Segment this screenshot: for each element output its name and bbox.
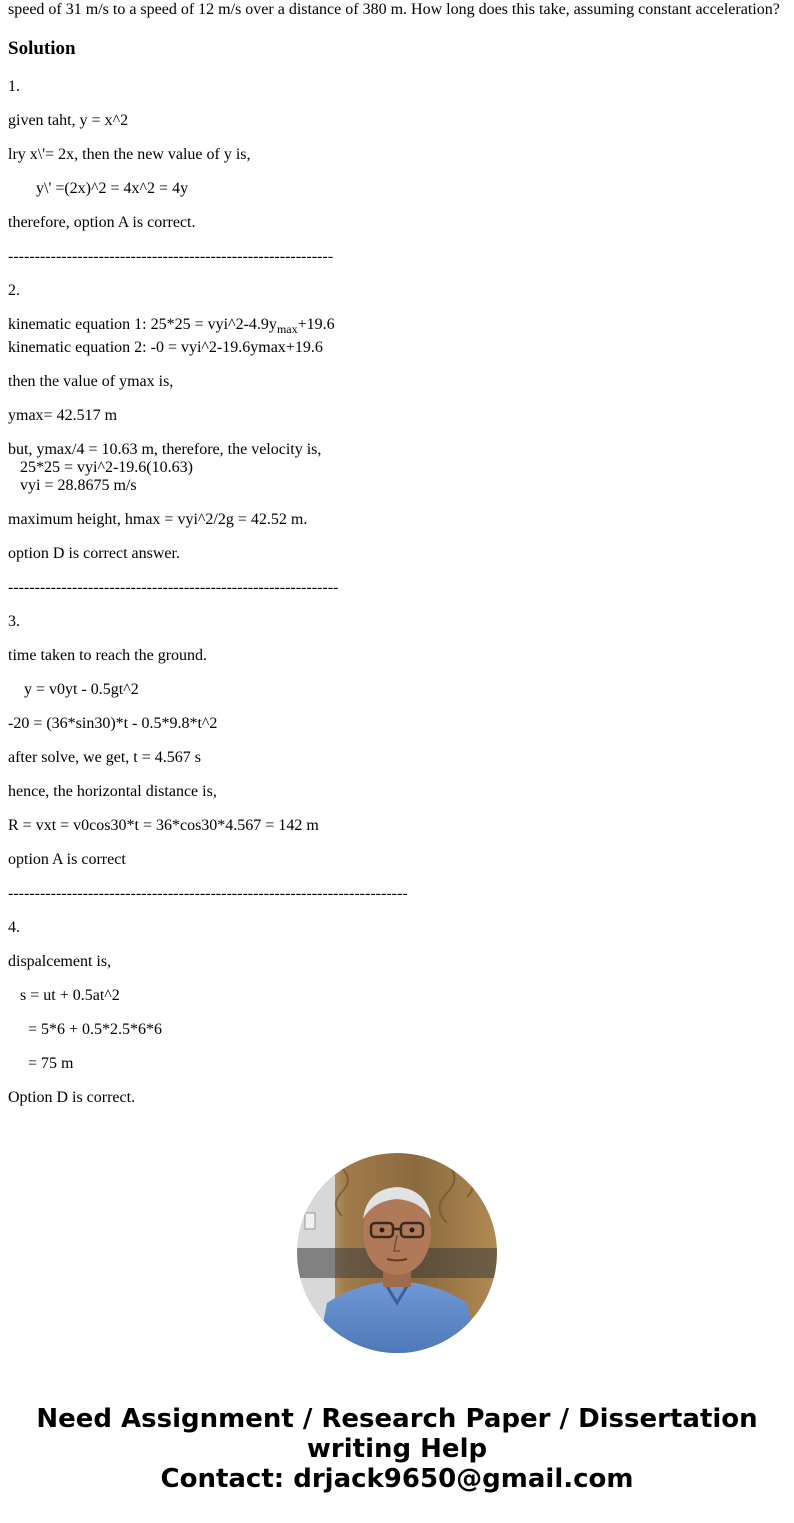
footer-contact: Contact: drjack9650@gmail.com [160, 1464, 634, 1494]
subscript: max [276, 322, 298, 336]
part-1-line: therefore, option A is correct. [8, 214, 196, 231]
part-2-number: 2. [8, 282, 20, 299]
tutor-avatar [297, 1153, 497, 1353]
footer-line-2: writing Help [306, 1434, 488, 1464]
portrait-illustration [297, 1153, 497, 1353]
separator: ------------------------------------------------------------- [8, 248, 334, 265]
part-4-line: dispalcement is, [8, 953, 112, 970]
part-1-line: given taht, y = x^2 [8, 112, 129, 129]
part-1-line: lry x\'= 2x, then the new value of y is, [8, 146, 251, 163]
equation-text: +19.6 [297, 316, 335, 333]
part-2-line: but, ymax/4 = 10.63 m, therefore, the velocity is, [8, 441, 322, 458]
part-3-line: after solve, we get, t = 4.567 s [8, 749, 201, 766]
kinematic-equation-1 [8, 316, 335, 334]
part-2-line: maximum height, hmax = vyi^2/2g = 42.52 m. [8, 511, 308, 528]
part-3-number: 3. [8, 613, 20, 630]
part-4-line: = 5*6 + 0.5*2.5*6*6 [8, 1021, 163, 1038]
part-1-line: y\' =(2x)^2 = 4x^2 = 4y [8, 180, 189, 197]
solution-heading: Solution [8, 38, 76, 59]
footer-line-1: Need Assignment / Research Paper / Dissertation [36, 1404, 758, 1434]
part-4-line: = 75 m [8, 1055, 74, 1072]
question-text: speed of 31 m/s to a speed of 12 m/s over a distance of 380 m. How long does this take, assuming constant acceleration? [8, 1, 780, 18]
part-3-line: hence, the horizontal distance is, [8, 783, 217, 800]
part-3-line: y = v0yt - 0.5gt^2 [8, 681, 139, 698]
equation-text: kinematic equation 1: 25*25 = vyi^2-4.9y [8, 316, 277, 333]
part-4-line: Option D is correct. [8, 1089, 136, 1106]
part-2-line: ymax= 42.517 m [8, 407, 118, 424]
part-3-line: time taken to reach the ground. [8, 647, 208, 664]
part-1-number: 1. [8, 78, 20, 95]
part-3-line: R = vxt = v0cos30*t = 36*cos30*4.567 = 142 m [8, 817, 319, 834]
part-2-line: then the value of ymax is, [8, 373, 174, 390]
part-4-number: 4. [8, 919, 20, 936]
part-3-line: option A is correct [8, 851, 126, 868]
separator: -------------------------------------------------------------- [8, 579, 339, 596]
part-2-line: option D is correct answer. [8, 545, 180, 562]
kinematic-equation-2: kinematic equation 2: -0 = vyi^2-19.6ymax+19.6 [8, 339, 323, 356]
part-2-line: 25*25 = vyi^2-19.6(10.63) [8, 459, 193, 476]
part-4-line: s = ut + 0.5at^2 [8, 987, 120, 1004]
part-3-line: -20 = (36*sin30)*t - 0.5*9.8*t^2 [8, 715, 218, 732]
separator: --------------------------------------------------------------------------- [8, 885, 408, 902]
part-2-line: vyi = 28.8675 m/s [8, 477, 137, 494]
